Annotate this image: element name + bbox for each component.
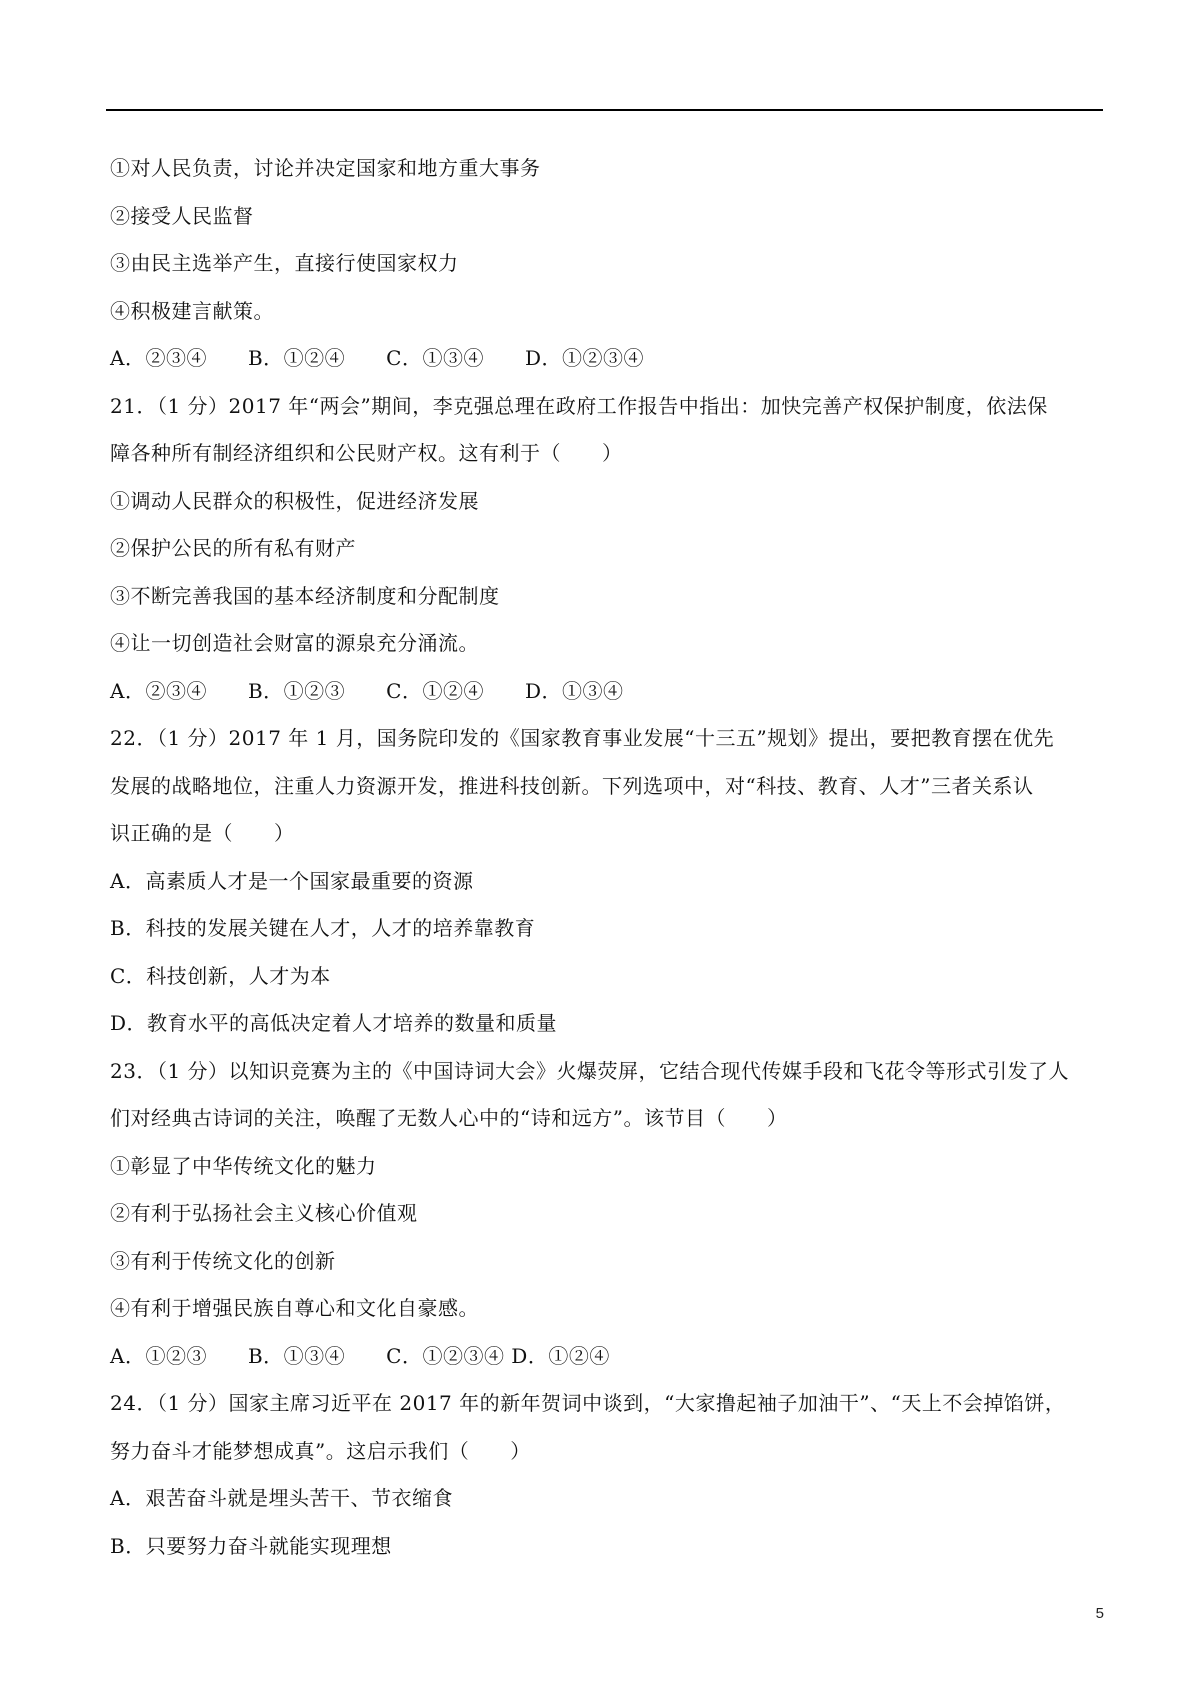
question-23-stem-cont: 们对经典古诗词的关注，唤醒了无数人心中的“诗和远方”。该节目（ ） bbox=[110, 1106, 788, 1130]
option-line: ③不断完善我国的基本经济制度和分配制度 bbox=[110, 583, 500, 608]
option-line: ①彰显了中华传统文化的魅力 bbox=[110, 1153, 377, 1178]
option-line: ②有利于弘扬社会主义核心价值观 bbox=[110, 1201, 418, 1225]
option-line: ④有利于增强民族自尊心和文化自豪感。 bbox=[110, 1296, 479, 1320]
answer-option: A．高素质人才是一个国家最重要的资源 bbox=[110, 868, 474, 893]
answer-option: C．科技创新，人才为本 bbox=[110, 963, 331, 988]
option-line: ②接受人民监督 bbox=[110, 203, 254, 228]
option-line: ③由民主选举产生，直接行使国家权力 bbox=[110, 251, 459, 275]
page-number: 5 bbox=[1095, 1605, 1104, 1622]
question-21-stem: 21．（1 分）2017 年“两会”期间，李克强总理在政府工作报告中指出：加快完善产权保护制度，依法保 bbox=[110, 393, 1048, 418]
option-line: ④让一切创造社会财富的源泉充分涌流。 bbox=[110, 631, 479, 655]
answer-choices: A．②③④ B．①②④ C．①③④ D．①②③④ bbox=[110, 346, 644, 370]
answer-option: A．艰苦奋斗就是埋头苦干、节衣缩食 bbox=[110, 1486, 453, 1510]
question-22-stem: 22．（1 分）2017 年 1 月，国务院印发的《国家教育事业发展“十三五”规划》提出，要把教育摆在优先 bbox=[110, 726, 1055, 750]
header-rule bbox=[106, 109, 1103, 111]
answer-choices: A．①②③ B．①③④ C．①②③④ D．①②④ bbox=[110, 1343, 610, 1368]
question-22-stem-cont: 发展的战略地位，注重人力资源开发，推进科技创新。下列选项中，对“科技、教育、人才”三者关系认 bbox=[110, 773, 1034, 798]
question-23-stem: 23．（1 分）以知识竞赛为主的《中国诗词大会》火爆荧屏，它结合现代传媒手段和飞花令等形式引发了人 bbox=[110, 1058, 1070, 1083]
option-line: ③有利于传统文化的创新 bbox=[110, 1248, 336, 1273]
answer-option: D．教育水平的高低决定着人才培养的数量和质量 bbox=[110, 1011, 558, 1035]
option-line: ①调动人民群众的积极性，促进经济发展 bbox=[110, 488, 479, 513]
question-22-stem-cont: 识正确的是（ ） bbox=[110, 821, 295, 845]
answer-option: B．科技的发展关键在人才，人才的培养靠教育 bbox=[110, 916, 536, 940]
document-body bbox=[110, 145, 1100, 1570]
question-21-stem-cont: 障各种所有制经济组织和公民财产权。这有利于（ ） bbox=[110, 441, 623, 465]
question-24-stem-cont: 努力奋斗才能梦想成真”。这启示我们（ ） bbox=[110, 1438, 531, 1463]
answer-choices: A．②③④ B．①②③ C．①②④ D．①③④ bbox=[110, 678, 624, 703]
option-line: ①对人民负责，讨论并决定国家和地方重大事务 bbox=[110, 156, 541, 180]
question-24-stem: 24．（1 分）国家主席习近平在 2017 年的新年贺词中谈到，“大家撸起袖子加油干”、“天上不会掉馅饼， bbox=[110, 1391, 1066, 1415]
option-line: ④积极建言献策。 bbox=[110, 298, 274, 323]
option-line: ②保护公民的所有私有财产 bbox=[110, 536, 356, 560]
answer-option: B．只要努力奋斗就能实现理想 bbox=[110, 1533, 392, 1558]
